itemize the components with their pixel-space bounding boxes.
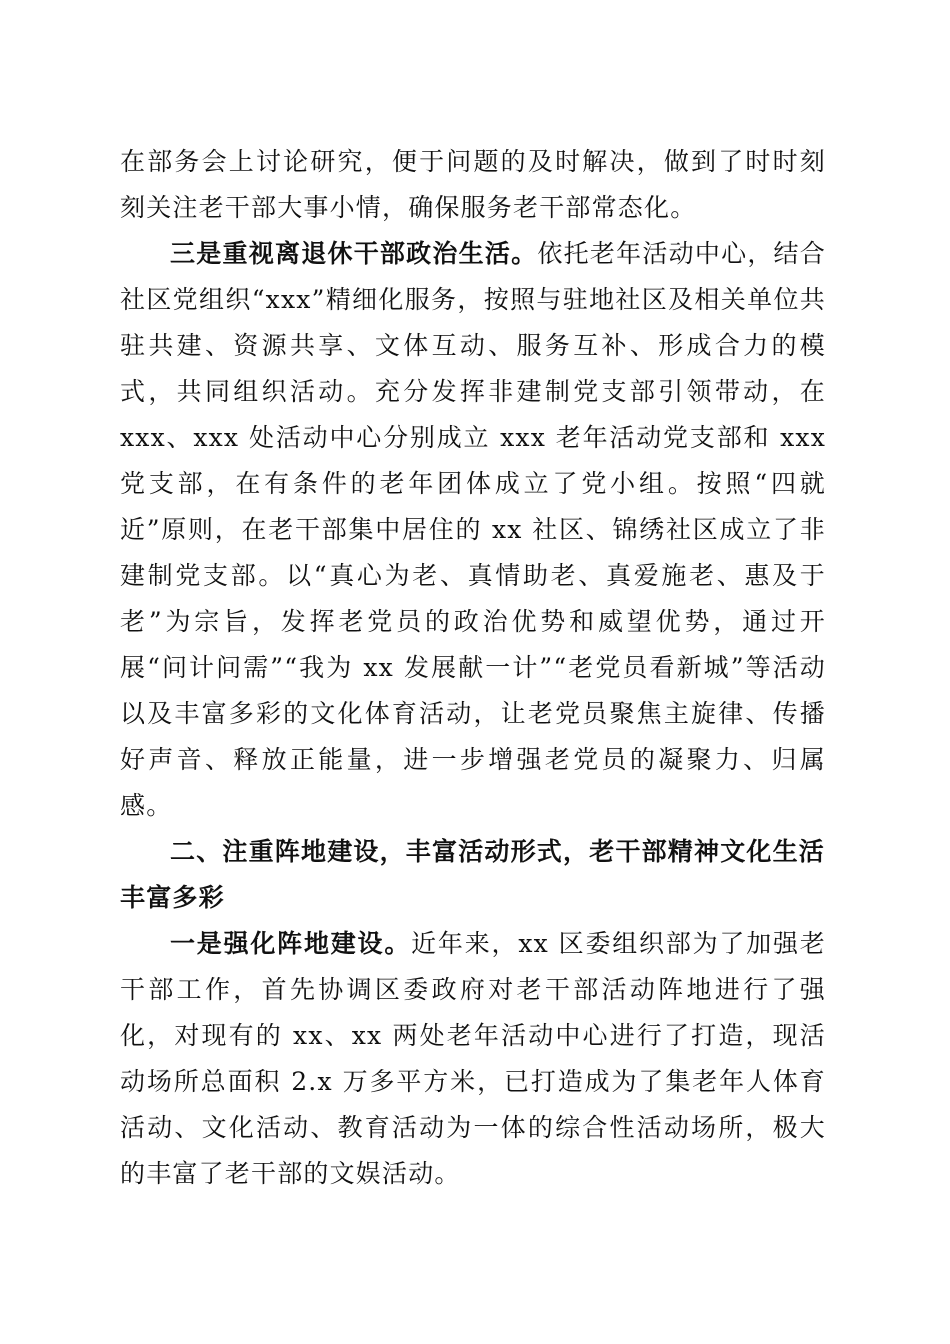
paragraph-text: 近年来，xx 区委组织部为了加强老干部工作，首先协调区委政府对老干部活动阵地进行了强化，对现有的 xx、xx 两处老年活动中心进行了打造，现活动场所总面积 2.x 万多平方米，已打造成为了集老年人体育活动、文化活动、教育活动为一体的综合性活动场所，极大的丰富了老干部的文娱活动。: [120, 929, 826, 1188]
document-page: [120, 139, 826, 1197]
paragraph-political-life: [120, 231, 826, 829]
section-heading-text: 二、注重阵地建设，丰富活动形式，老干部精神文化生活丰富多彩: [120, 837, 826, 912]
paragraph-lead: 一是强化阵地建设。: [170, 929, 412, 958]
paragraph-text: 在部务会上讨论研究，便于问题的及时解决，做到了时时刻刻关注老干部大事小情，确保服务老干部常态化。: [120, 147, 826, 222]
paragraph-venue-construction: [120, 921, 826, 1197]
section-heading: [120, 829, 826, 921]
paragraph-lead: 三是重视离退休干部政治生活。: [170, 239, 538, 268]
paragraph-continuation: [120, 139, 826, 231]
paragraph-text: 依托老年活动中心，结合社区党组织“xxx”精细化服务，按照与驻地社区及相关单位共驻共建、资源共享、文体互动、服务互补、形成合力的模式，共同组织活动。充分发挥非建制党支部引领带动，在 xxx、xxx 处活动中心分别成立 xxx 老年活动党支部和 xxx 党支部，在有条件的老年团体成立了党小组。按照“四就近”原则，在老干部集中居住的 xx 社区、锦绣社区成立了非建制党支部。以“真心为老、真情助老、真爱施老、惠及于老”为宗旨，发挥老党员的政治优势和威望优势，通过开展“问计问需”“我为 xx 发展献一计”“老党员看新城”等活动以及丰富多彩的文化体育活动，让老党员聚焦主旋律、传播好声音、释放正能量，进一步增强老党员的凝聚力、归属感。: [120, 239, 827, 820]
